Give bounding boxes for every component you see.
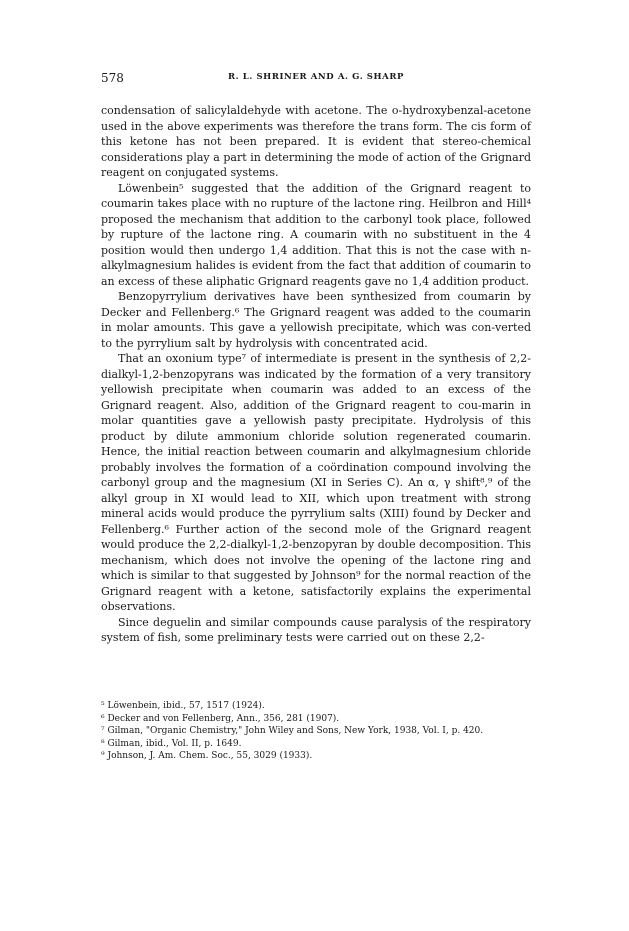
footnote: ⁵ Löwenbein, ibid., 57, 1517 (1924). [101, 701, 265, 711]
footnote: ⁸ Gilman, ibid., Vol. II, p. 1649. [101, 738, 242, 749]
body-text [101, 103, 531, 646]
paragraph: Since deguelin and similar compounds cause paralysis of the respiratory system of fish, some preliminary tests were carried out on these 2,2- [101, 615, 531, 644]
paragraph: condensation of salicylaldehyde with acetone. The o-hydroxybenzal-acetone used in the above experiments was therefore the trans form. The cis form of this ketone has not been prepared. It is evident that stereo-chemical considerations play a part in determining the mode of action of the Grignard reagent on conjugated systems. [101, 104, 531, 179]
running-head: R. L. SHRINER AND A. G. SHARP [227, 72, 405, 82]
footnote: ⁹ Johnson, J. Am. Chem. Soc., 55, 3029 (1933). [101, 751, 313, 761]
paragraph: Löwenbein⁵ suggested that the addition of the Grignard reagent to coumarin takes place with no rupture of the lactone ring. Heilbron and Hill⁴ proposed the mechanism that addition to the carbonyl took place, followed by rupture of the lactone ring. A coumarin with no substituent in the 4 position would then undergo 1,4 addition. That this is not the case with n-alkylmagnesium halides is evident from the fact that addition of coumarin to an excess of these aliphatic Grignard reagents gave no 1,4 addition product. [101, 181, 531, 288]
page-number: 578 [101, 71, 124, 85]
paragraph: Benzopyrrylium derivatives have been synthesized from coumarin by Decker and Fellenberg.⁶ The Grignard reagent was added to the coumarin in molar amounts. This gave a yellowish precipitate, which was con-verted to the pyrrylium salt by hydrolysis with concentrated acid. [101, 290, 531, 350]
page-header [101, 71, 531, 87]
footnote: ⁶ Decker and von Fellenberg, Ann., 356, 281 (1907). [101, 713, 340, 724]
paragraph: That an oxonium type⁷ of intermediate is present in the synthesis of 2,2-dialkyl-1,2-benzopyrans was indicated by the formation of a very transitory yellowish precipitate when coumarin was added to an excess of the Grignard reagent. Also, addition of the Grignard reagent to cou-marin in molar quantities gave a yellowish pasty precipitate. Hydrolysis of this product by dilute ammonium chloride solution regenerated coumarin. Hence, the initial reaction between coumarin and alkylmagnesium chloride probably involves the formation of a coördination compound involving the carbonyl group and the magnesium (XI in Series C). An α, γ shift⁸,⁹ of the alkyl group in XI would lead to XII, which upon treatment with strong mineral acids would produce the pyrrylium salts (XIII) found by Decker and Fellenberg.⁶ Further action of the second mole of the Grignard reagent would produce the 2,2-dialkyl-1,2-benzopyran by double decomposition. This mechanism, which does not involve the opening of the lactone ring and which is similar to that suggested by Johnson⁹ for the normal reaction of the Grignard reagent with a ketone, satisfactorily explains the experimental observations. [101, 352, 531, 613]
footnotes [101, 700, 531, 763]
footnote: ⁷ Gilman, "Organic Chemistry," John Wiley and Sons, New York, 1938, Vol. I, p. 420. [101, 726, 484, 736]
